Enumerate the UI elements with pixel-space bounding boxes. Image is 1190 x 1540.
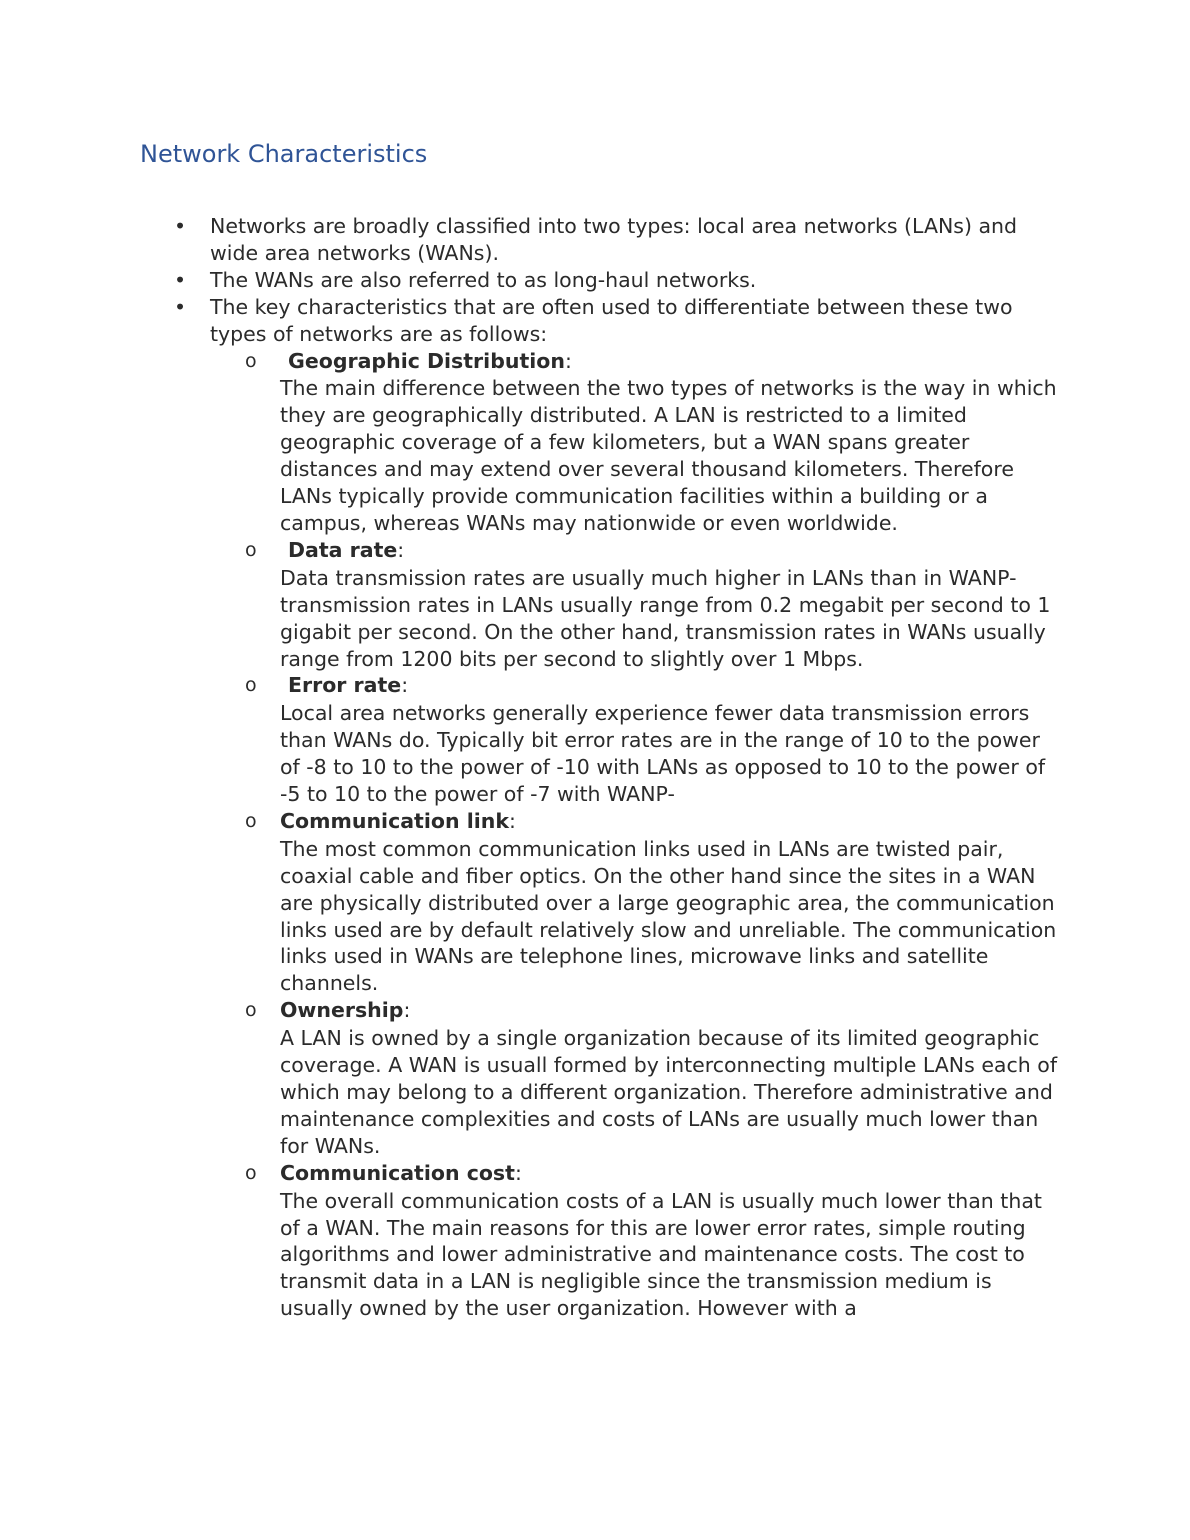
sub-bullet-icon: o (245, 538, 257, 561)
characteristic-heading (280, 672, 1060, 699)
characteristic-title: Communication cost (280, 1160, 515, 1185)
list-item (173, 267, 1060, 294)
characteristic-heading (280, 808, 1060, 835)
characteristic-heading (280, 1160, 1060, 1187)
sub-bullet-icon: o (245, 349, 257, 372)
list-item (173, 213, 1060, 267)
heading-colon: : (514, 1160, 522, 1185)
heading-colon: : (401, 673, 409, 698)
bullet-list (173, 213, 1060, 1322)
page-title: Network Characteristics (140, 140, 428, 168)
characteristic-heading (280, 348, 1060, 375)
characteristic-description: Data transmission rates are usually much higher in LANs than in WANP- transmission rates in LANs usually range from 0.2 megabit per second to 1 gigabit per second. On the other hand, transmission rates in WANs usually range from 1200 bits per second to slightly over 1 Mbps. (280, 565, 1051, 671)
characteristic-title: Data rate (288, 537, 398, 562)
characteristic-data-rate (245, 537, 1060, 673)
sub-bullet-icon: o (245, 809, 257, 832)
heading-colon: : (564, 348, 572, 373)
characteristic-title: Communication link (280, 808, 509, 833)
characteristic-title: Error rate (288, 673, 402, 698)
characteristic-ownership (245, 997, 1060, 1159)
heading-colon: : (508, 808, 516, 833)
characteristic-communication-link (245, 808, 1060, 997)
characteristic-geographic-distribution (245, 348, 1060, 537)
characteristic-title: Geographic Distribution (288, 348, 565, 373)
bullet-icon: • (173, 267, 187, 292)
sub-bullet-icon: o (245, 999, 257, 1022)
bullet-text: Networks are broadly classified into two types: local area networks (LANs) and wide area networks (WANs). (210, 214, 1018, 265)
characteristic-description: A LAN is owned by a single organization because of its limited geographic coverage. A WAN is usuall formed by interconnecting multiple LANs each of which may belong to a different organization. Therefore administrative and maintenance complexities and costs of LANs are usually much lower than for WANs. (280, 1026, 1058, 1158)
bullet-text: The WANs are also referred to as long-haul networks. (210, 267, 757, 292)
bullet-text: The key characteristics that are often used to differentiate between these two types of networks are as follows: (210, 294, 1013, 346)
characteristic-error-rate (245, 672, 1060, 808)
bullet-icon: • (173, 214, 187, 238)
characteristic-heading (280, 537, 1060, 564)
characteristics-list (210, 348, 1060, 1323)
heading-colon: : (403, 998, 411, 1023)
characteristic-title: Ownership (280, 998, 404, 1023)
sub-bullet-icon: o (245, 674, 257, 697)
characteristic-description: The overall communication costs of a LAN is usually much lower than that of a WAN. The main reasons for this are lower error rates, simple routing algorithms and lower administrative and maintenance costs. The cost to transmit data in a LAN is negligible since the transmission medium is usually owned by the user organization. However with a (280, 1188, 1042, 1321)
characteristic-description: The most common communication links used in LANs are twisted pair, coaxial cable and fiber optics. On the other hand since the sites in a WAN are physically distributed over a large geographic area, the communication links used are by default relatively slow and unreliable. The communication links used in WANs are telephone lines, microwave links and satellite channels. (280, 836, 1057, 996)
characteristic-heading (280, 997, 1060, 1024)
characteristic-description: Local area networks generally experience fewer data transmission errors than WANs do. Typically bit error rates are in the range of 10 to the power of -8 to 10 to the power of -10 with LANs as opposed to 10 to the power of -5 to 10 to the power of -7 with WANP- (280, 701, 1046, 807)
heading-colon: : (397, 537, 405, 562)
bullet-icon: • (173, 294, 187, 319)
characteristic-description: The main difference between the two types of networks is the way in which they are geographically distributed. A LAN is restricted to a limited geographic coverage of a few kilometers, but a WAN spans greater distances and may extend over several thousand kilometers. Therefore LANs typically provide communication facilities within a building or a campus, whereas WANs may nationwide or even worldwide. (280, 376, 1057, 535)
list-item (173, 294, 1060, 1322)
characteristic-communication-cost (245, 1160, 1060, 1322)
sub-bullet-icon: o (245, 1161, 257, 1184)
